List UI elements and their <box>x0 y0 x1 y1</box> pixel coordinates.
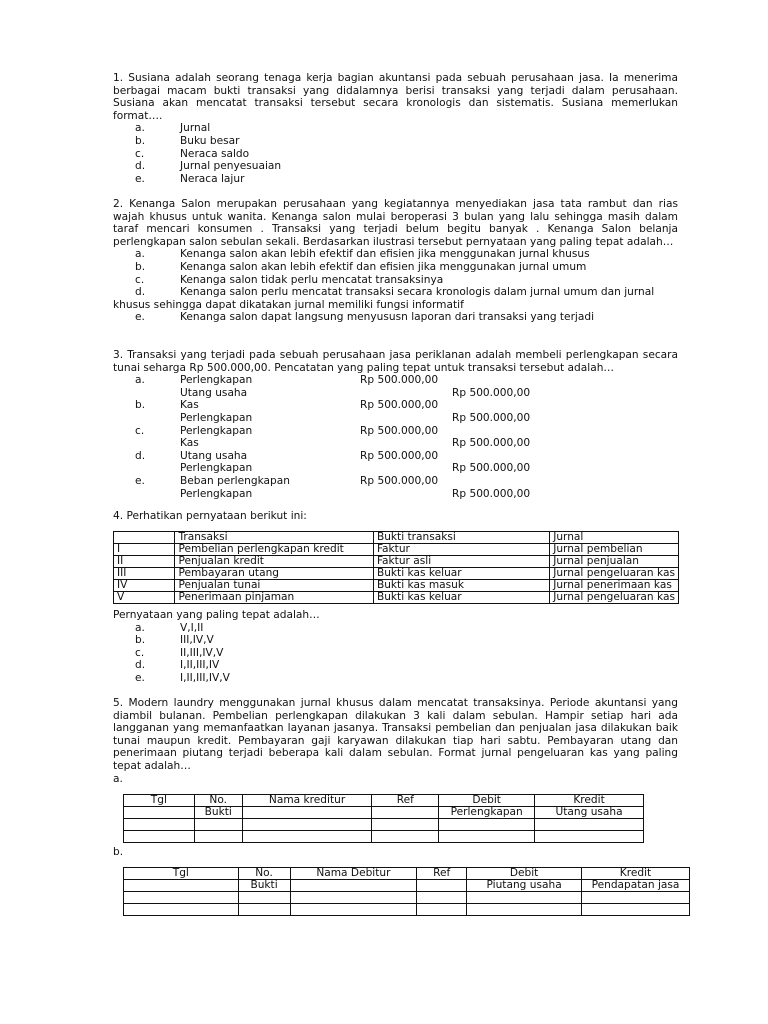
table-header: Jurnal <box>550 532 679 544</box>
option-letter: b. <box>135 134 146 147</box>
table-cell: IV <box>114 580 175 592</box>
question-3 <box>113 349 678 500</box>
debit-account: Utang usaha <box>180 449 248 462</box>
table-cell: Jurnal penjualan <box>550 556 679 568</box>
credit-account: Utang usaha <box>180 386 248 399</box>
table-row <box>124 831 644 843</box>
table-row <box>114 580 679 592</box>
table-header: Bukti transaksi <box>373 532 549 544</box>
option-letter: d. <box>135 659 146 672</box>
debit-amount: Rp 500.000,00 <box>360 399 439 412</box>
option-row <box>113 450 678 463</box>
question-4-stem: 4. Perhatikan pernyataan berikut ini: <box>113 510 307 522</box>
option-letter: a. <box>135 374 145 387</box>
table-row <box>124 904 690 916</box>
table-cell <box>290 880 417 892</box>
option-letter: a. <box>113 772 123 785</box>
table-cell: Penjualan kredit <box>175 556 373 568</box>
option-text: Jurnal penyesuaian <box>180 160 282 173</box>
table-cell: Bukti kas keluar <box>373 592 549 604</box>
table-cell: Penerimaan pinjaman <box>175 592 373 604</box>
debit-amount: Rp 500.000,00 <box>360 374 439 387</box>
credit-amount: Rp 500.000,00 <box>452 411 531 424</box>
table-cell: Piutang usaha <box>467 880 582 892</box>
option-text: Buku besar <box>180 134 240 147</box>
option-letter: e. <box>135 671 145 684</box>
option-row <box>113 286 678 299</box>
option-letter: e. <box>135 172 145 185</box>
table-subheader-row <box>124 880 690 892</box>
transaction-table <box>113 531 679 604</box>
option-text: Neraca lajur <box>180 172 245 185</box>
question-4 <box>113 510 678 523</box>
option-row <box>113 387 678 400</box>
option-row <box>113 672 678 685</box>
table-cell: Penjualan tunai <box>175 580 373 592</box>
option-row <box>113 261 678 274</box>
table-row <box>124 892 690 904</box>
table-header: Ref <box>372 795 439 807</box>
table-header: Kredit <box>582 868 690 880</box>
option-letter: e. <box>135 311 145 324</box>
journal-format-b <box>123 867 690 916</box>
option-row <box>113 488 678 501</box>
option-letter: b. <box>113 846 124 858</box>
table-cell: III <box>114 568 175 580</box>
question-3-stem: 3. Transaksi yang terjadi pada sebuah perusahaan jasa periklanan adalah membeli perlengkapan secara tunai seharga Rp 500.000,00. Pencatatan yang paling tepat untuk transaksi tersebut adalah… <box>113 349 678 374</box>
table-row <box>124 819 644 831</box>
option-text: Kenanga salon tidak perlu mencatat transaksinya <box>180 273 444 286</box>
credit-account: Perlengkapan <box>180 462 253 475</box>
table-header: No. <box>238 868 290 880</box>
option-row <box>113 173 678 186</box>
option-text: khusus sehingga dapat dikatakan jurnal memiliki fungsi informatif <box>113 298 464 311</box>
option-row <box>113 374 678 387</box>
credit-account: Perlengkapan <box>180 487 253 500</box>
debit-account: Kas <box>180 399 199 412</box>
table-cell: Bukti <box>194 807 242 819</box>
option-text: Neraca saldo <box>180 147 250 160</box>
option-row <box>113 122 678 135</box>
table-cell <box>242 807 372 819</box>
question-4-prompt: Pernyataan yang paling tepat adalah… <box>113 609 320 621</box>
option-letter: a. <box>135 122 145 135</box>
option-letter: d. <box>135 449 146 462</box>
question-5-stem: 5. Modern laundry menggunakan jurnal khusus dalam mencatat transaksinya. Periode akuntansi yang diambil bulanan. Pembelian perlengkapan dilakukan 3 kali dalam sebulan. Hampir setiap hari ada langganan yang memanfaatkan layanan jasanya. Transaksi pembelian dan penjualan jasa dilakukan baik tunai maupun kredit. Pembayaran gaji karyawan dilakukan tiap hari sabtu. Pembayaran utang dan penerimaan piutang terjadi beberapa kali dalam sebulan. Format jurnal pengeluaran kas yang paling tepat adalah… <box>113 697 678 772</box>
question-4-answers <box>113 609 678 685</box>
table-header: Tgl <box>124 868 239 880</box>
debit-amount: Rp 500.000,00 <box>360 424 439 437</box>
table-cell: Faktur <box>373 544 549 556</box>
question-5 <box>113 697 678 785</box>
option-row <box>113 475 678 488</box>
option-row <box>113 634 678 647</box>
table-cell: Pembelian perlengkapan kredit <box>175 544 373 556</box>
table-header-row <box>114 532 679 544</box>
table-cell: Jurnal pengeluaran kas <box>550 592 679 604</box>
table-header <box>114 532 175 544</box>
debit-account: Beban perlengkapan <box>180 474 290 487</box>
option-text: I,II,III,IV,V <box>180 671 230 684</box>
option-row <box>113 274 678 287</box>
table-cell: V <box>114 592 175 604</box>
option-row <box>113 647 678 660</box>
credit-amount: Rp 500.000,00 <box>452 437 531 450</box>
table-subheader-row <box>124 807 644 819</box>
option-letter: c. <box>135 424 145 437</box>
table-cell <box>372 807 439 819</box>
option-continuation <box>113 299 678 312</box>
credit-amount: Rp 500.000,00 <box>452 487 531 500</box>
option-letter: c. <box>135 147 145 160</box>
option-row <box>113 148 678 161</box>
table-cell <box>124 807 195 819</box>
table-header: Debit <box>467 868 582 880</box>
table-cell: Jurnal pembelian <box>550 544 679 556</box>
option-letter: e. <box>135 474 145 487</box>
table-cell: I <box>114 544 175 556</box>
debit-account: Perlengkapan <box>180 374 253 387</box>
table-header: Nama Debitur <box>290 868 417 880</box>
option-row <box>113 622 678 635</box>
option-row <box>113 399 678 412</box>
option-letter: c. <box>135 273 145 286</box>
option-text: Kenanga salon akan lebih efektif dan efisien jika menggunakan jurnal khusus <box>180 248 590 261</box>
option-row <box>113 412 678 425</box>
question-1-stem: 1. Susiana adalah seorang tenaga kerja bagian akuntansi pada sebuah perusahaan jasa. Ia menerima berbagai macam bukti transaksi yang didalamnya berisi transaksi yang terjadi dalam perusahaan. Susiana akan mencatat transaksi tersebut secara kronologis dan sistematis. Susiana memerlukan format…. <box>113 72 678 122</box>
option-letter: c. <box>135 646 145 659</box>
option-b-label <box>113 846 678 859</box>
question-1-options <box>113 122 678 185</box>
option-text: I,II,III,IV <box>180 659 220 672</box>
table-header: Debit <box>439 795 535 807</box>
option-letter: d. <box>135 286 146 299</box>
option-letter: a. <box>135 621 145 634</box>
table-cell: Perlengkapan <box>439 807 535 819</box>
table-row <box>114 544 679 556</box>
credit-amount: Rp 500.000,00 <box>452 386 531 399</box>
option-letter: b. <box>135 260 146 273</box>
option-row <box>113 425 678 438</box>
table-header-row <box>124 795 644 807</box>
table-header: Transaksi <box>175 532 373 544</box>
option-letter: a. <box>135 248 145 261</box>
debit-amount: Rp 500.000,00 <box>360 449 439 462</box>
option-row <box>113 248 678 261</box>
table-header: Kredit <box>535 795 644 807</box>
credit-account: Perlengkapan <box>180 411 253 424</box>
option-row <box>113 311 678 324</box>
option-text: Jurnal <box>180 122 211 135</box>
table-header: Tgl <box>124 795 195 807</box>
question-2-options <box>113 248 678 324</box>
table-cell: Pembayaran utang <box>175 568 373 580</box>
option-text: V,I,II <box>180 621 204 634</box>
option-row <box>113 462 678 475</box>
table-cell: Bukti kas masuk <box>373 580 549 592</box>
table-cell: Jurnal penerimaan kas <box>550 580 679 592</box>
table-cell: Pendapatan jasa <box>582 880 690 892</box>
table-header: Nama kreditur <box>242 795 372 807</box>
table-row <box>114 592 679 604</box>
table-cell: Utang usaha <box>535 807 644 819</box>
table-header-row <box>124 868 690 880</box>
table-row <box>114 568 679 580</box>
debit-account: Perlengkapan <box>180 424 253 437</box>
option-text: II,III,IV,V <box>180 646 224 659</box>
question-3-options <box>113 374 678 500</box>
option-letter: d. <box>135 160 146 173</box>
question-1 <box>113 72 678 185</box>
table-cell: Jurnal pengeluaran kas <box>550 568 679 580</box>
question-2 <box>113 198 678 324</box>
table-row <box>114 556 679 568</box>
table-cell: Faktur asli <box>373 556 549 568</box>
option-row <box>113 437 678 450</box>
option-text: III,IV,V <box>180 634 214 647</box>
option-letter: b. <box>135 399 146 412</box>
table-cell <box>124 880 239 892</box>
option-text: Kenanga salon akan lebih efektif dan efisien jika menggunakan jurnal umum <box>180 260 587 273</box>
option-text: Kenanga salon perlu mencatat transaksi secara kronologis dalam jurnal umum dan jurnal <box>180 286 655 299</box>
credit-amount: Rp 500.000,00 <box>452 462 531 475</box>
credit-account: Kas <box>180 437 199 450</box>
question-2-stem: 2. Kenanga Salon merupakan perusahaan yang kegiatannya menyediakan jasa tata rambut dan rias wajah khusus untuk wanita. Kenanga salon mulai beroperasi 3 bulan yang lalu sehingga masih dalam taraf mencari konsumen . Transaksi yang terjadi belum begitu banyak . Kenanga Salon belanja perlengkapan salon sebulan sekali. Berdasarkan ilustrasi tersebut pernyataan yang paling tepat adalah… <box>113 198 678 248</box>
table-cell <box>417 880 467 892</box>
option-row <box>113 659 678 672</box>
option-row <box>113 160 678 173</box>
option-text: Kenanga salon dapat langsung menyususn laporan dari transaksi yang terjadi <box>180 311 595 324</box>
journal-format-a <box>123 794 644 843</box>
debit-amount: Rp 500.000,00 <box>360 474 439 487</box>
table-header: No. <box>194 795 242 807</box>
table-cell: Bukti kas keluar <box>373 568 549 580</box>
table-cell: II <box>114 556 175 568</box>
table-header: Ref <box>417 868 467 880</box>
option-letter: b. <box>135 634 146 647</box>
table-cell: Bukti <box>238 880 290 892</box>
option-row <box>113 135 678 148</box>
